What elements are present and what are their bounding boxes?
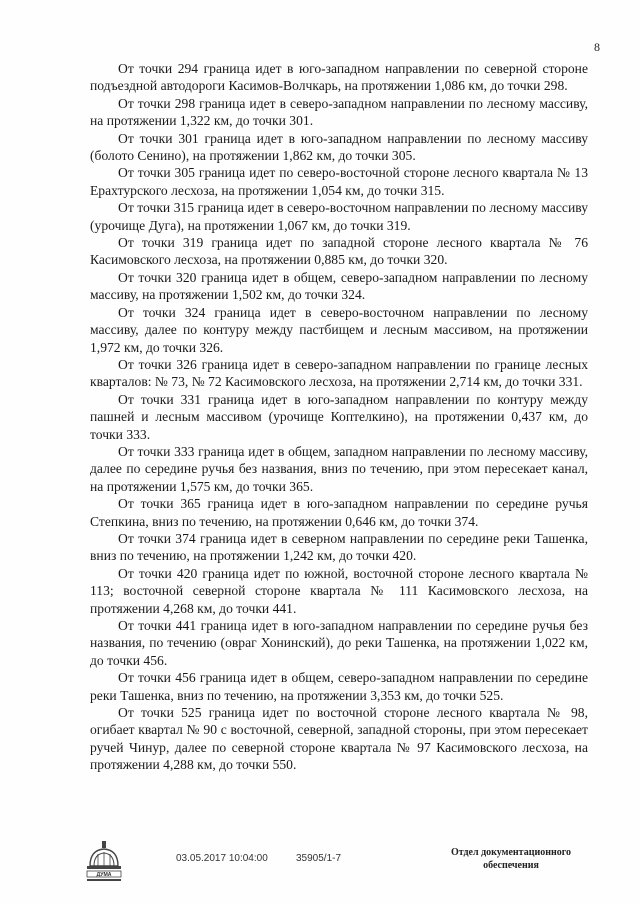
paragraph: От точки 365 граница идет в юго-западном направлении по середине ручья Степкина, вниз по течению, на протяжении 0,646 км, до точки 374.	[90, 496, 588, 529]
svg-text:ДУМА: ДУМА	[96, 872, 112, 878]
document-footer	[0, 830, 640, 905]
department-stamp	[436, 846, 586, 872]
paragraph: От точки 456 граница идет в общем, северо-западном направлении по середине реки Ташенка, вниз по течению, на протяжении 3,353 км, до точки 525.	[90, 670, 588, 703]
paragraph: От точки 374 граница идет в северном направлении по середине реки Ташенка, вниз по течению, на протяжении 1,242 км, до точки 420.	[90, 530, 588, 564]
paragraph: От точки 441 граница идет в юго-западном направлении по середине ручья без названия, по течению (овраг Хонинский), до реки Ташенка, на протяжении 1,022 км, до точки 456.	[90, 618, 588, 668]
paragraph: От точки 301 граница идет в юго-западном направлении по лесному массиву (болото Сенино), на протяжении 1,862 км, до точки 305.	[90, 130, 588, 164]
department-line: обеспечения	[483, 860, 539, 871]
paragraph: От точки 525 граница идет по восточной стороне лесного квартала № 98, огибает квартал № 90 с восточной, северной, западной стороны, при этом пересекает ручей Чинур, далее по северной стороне квартала № 97 Касимовского лесхоза, на протяжении 4,288 км, до точки 550.	[90, 705, 588, 773]
paragraph: От точки 331 граница идет в юго-западном направлении по контуру между пашней и лесным массивом (урочище Коптелкино), на протяжении 0,437 км, до точки 333.	[90, 391, 588, 442]
paragraph: От точки 320 граница идет в общем, северо-западном направлении по лесному массиву, на протяжении 1,502 км, до точки 324.	[90, 269, 588, 303]
paragraph: От точки 324 граница идет в северо-восточном направлении по лесному массиву, далее по контуру между пастбищем и лесным массивом, на протяжении 1,972 км, до точки 326.	[90, 304, 588, 355]
paragraph: От точки 326 граница идет в северо-западном направлении по границе лесных кварталов: № 73, № 72 Касимовского лесхоза, на протяжении 2,714 км, до точки 331.	[90, 356, 588, 390]
paragraph: От точки 305 граница идет по северо-восточной стороне лесного квартала № 13 Ерахтурского лесхоза, на протяжении 1,054 км, до точки 315.	[90, 165, 588, 198]
paragraph: От точки 315 граница идет в северо-восточном направлении по лесному массиву (урочище Дуга), на протяжении 1,067 км, до точки 319.	[90, 200, 588, 233]
paragraph: От точки 294 граница идет в юго-западном направлении по северной стороне подъездной автодороги Касимов-Волчкарь, на протяжении 1,086 км, до точки 298.	[90, 61, 588, 94]
document-body	[90, 60, 588, 774]
registration-code: 35905/1-7	[296, 853, 342, 864]
paragraph: От точки 333 граница идет в общем, западном направлении по лесному массиву, далее по середине ручья без названия, вниз по течению, при этом пересекает канал, на протяжении 1,575 км, до точки 365.	[90, 443, 588, 494]
page-number: 8	[594, 40, 600, 54]
paragraph: От точки 298 граница идет в северо-западном направлении по лесному массиву, на протяжении 1,322 км, до точки 301.	[90, 95, 588, 129]
paragraph: От точки 420 граница идет по южной, восточной стороне лесного квартала № 113; восточной северной стороне квартала № 111 Касимовского лесхоза, на протяжении 4,268 км, до точки 441.	[90, 565, 588, 616]
department-line: Отдел документационного	[450, 847, 572, 858]
registration-date: 03.05.2017 10:04:00	[176, 853, 268, 864]
duma-logo-icon	[84, 840, 124, 886]
paragraph: От точки 319 граница идет по западной стороне лесного квартала № 76 Касимовского лесхоза, на протяжении 0,885 км, до точки 320.	[90, 235, 588, 268]
